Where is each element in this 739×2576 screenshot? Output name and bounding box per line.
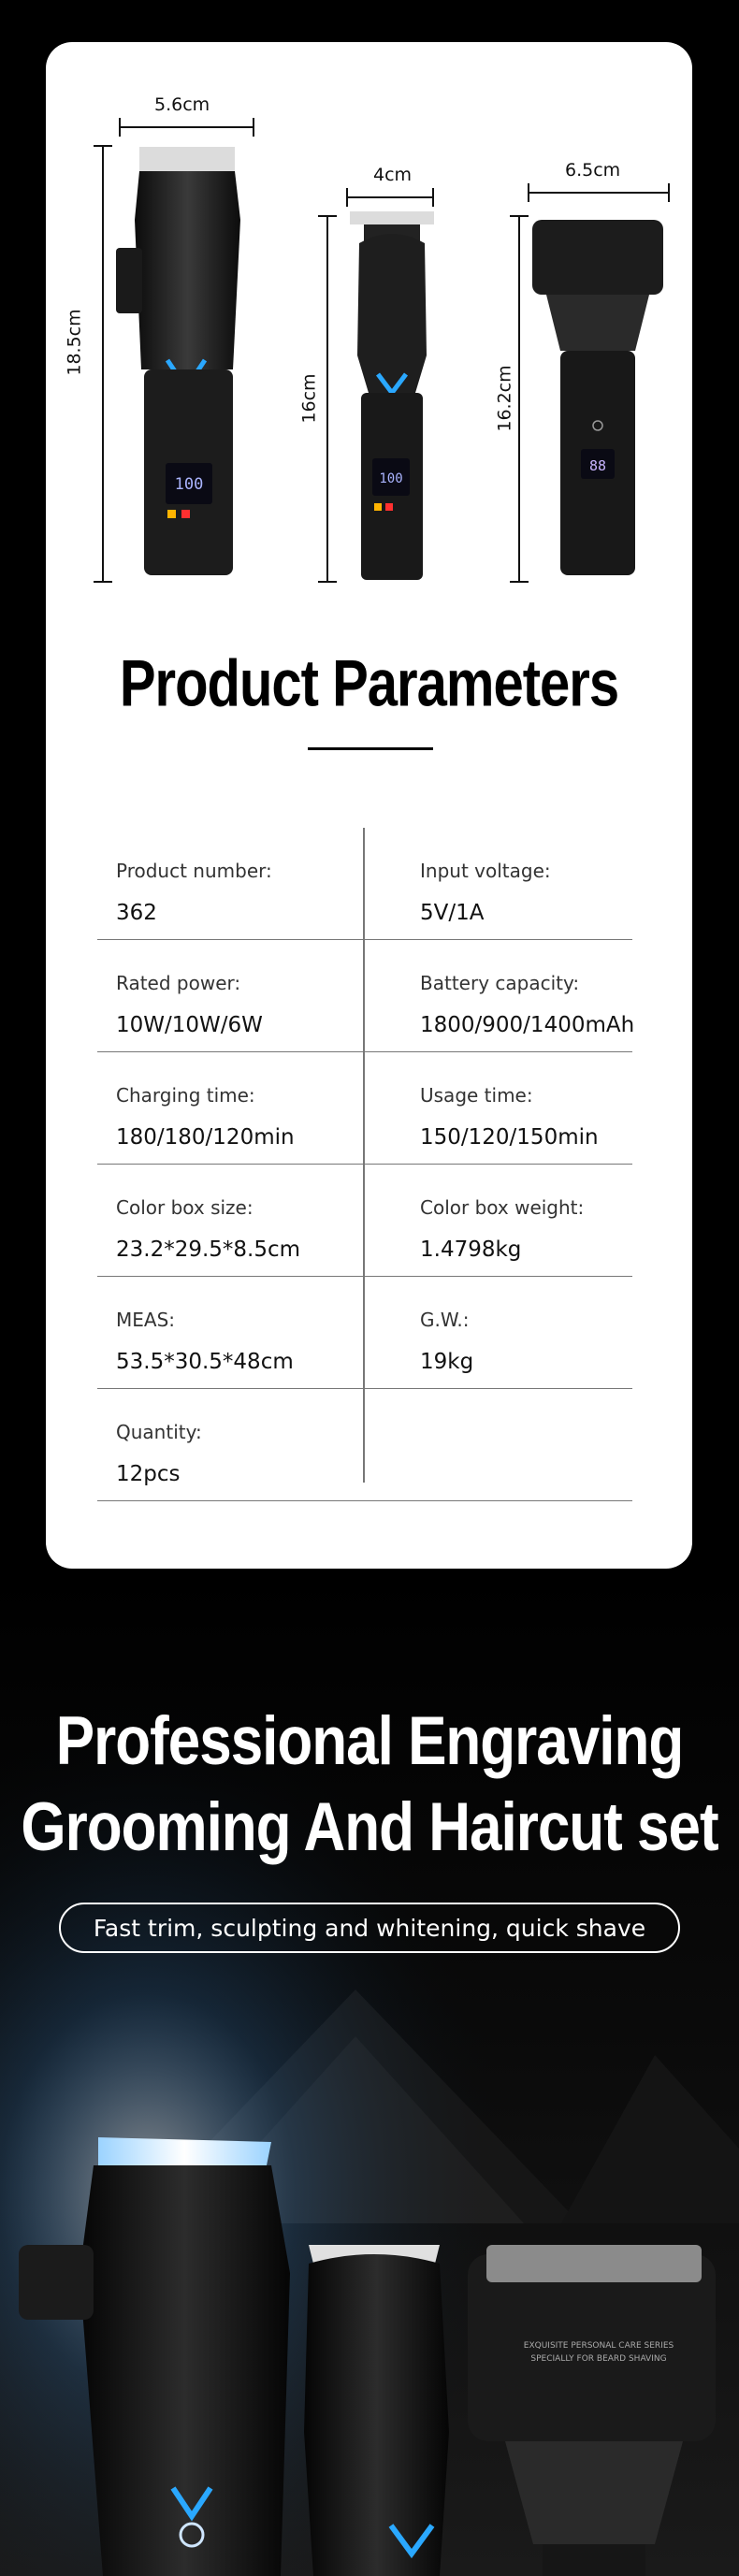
hero-title-line-1: Professional Engraving xyxy=(55,1703,684,1780)
param-label: G.W.: xyxy=(420,1309,470,1331)
params-cell xyxy=(420,1277,682,1374)
param-label: Usage time: xyxy=(420,1084,533,1107)
param-value: 10W/10W/6W xyxy=(116,1013,263,1037)
shaver-width-cap-left xyxy=(528,183,529,202)
trimmer-height-cap-top xyxy=(318,215,337,217)
title-underline xyxy=(308,747,433,750)
param-label: Quantity: xyxy=(116,1421,202,1443)
svg-text:EXQUISITE PERSONAL CARE SERIES: EXQUISITE PERSONAL CARE SERIES xyxy=(523,2341,674,2351)
trimmer-height-label: 16cm xyxy=(298,373,320,424)
clipper-height-cap-top xyxy=(94,145,112,147)
params-row xyxy=(97,1165,632,1277)
params-cell xyxy=(116,1277,378,1374)
param-label: Rated power: xyxy=(116,972,241,994)
param-label: Color box weight: xyxy=(420,1196,585,1219)
trimmer-width-cap-left xyxy=(346,188,348,207)
params-cell xyxy=(420,828,682,925)
param-value: 19kg xyxy=(420,1350,474,1374)
trimmer-width-cap-right xyxy=(432,188,434,207)
hair-clipper-icon xyxy=(111,136,261,594)
params-row xyxy=(97,1389,632,1501)
clipper-width-label: 5.6cm xyxy=(154,94,210,115)
shaver-width-cap-right xyxy=(668,183,670,202)
params-cell xyxy=(116,1389,378,1486)
param-value: 1.4798kg xyxy=(420,1237,522,1262)
params-table xyxy=(97,828,635,1501)
param-label: Product number: xyxy=(116,860,272,882)
param-label: Charging time: xyxy=(116,1084,255,1107)
trimmer-width-label: 4cm xyxy=(373,165,413,185)
clipper-height-cap-bottom xyxy=(94,581,112,583)
param-value: 53.5*30.5*48cm xyxy=(116,1350,294,1374)
params-cell xyxy=(116,1165,378,1262)
svg-text:100: 100 xyxy=(174,475,204,494)
trimmer-height-cap-bottom xyxy=(318,581,337,583)
specs-card xyxy=(46,42,692,1569)
svg-text:100: 100 xyxy=(379,471,403,486)
param-value: 5V/1A xyxy=(420,901,485,925)
clipper-height-label: 18.5cm xyxy=(64,309,85,376)
params-row xyxy=(97,828,632,940)
product-set-image xyxy=(0,1964,739,2576)
clipper-width-cap-right xyxy=(253,118,254,137)
param-label: Color box size: xyxy=(116,1196,254,1219)
clipper-width-line xyxy=(119,126,254,128)
param-value: 12pcs xyxy=(116,1462,181,1486)
trimmer-height-line xyxy=(326,215,328,583)
trimmer-width-line xyxy=(346,196,434,198)
param-label: Input voltage: xyxy=(420,860,551,882)
shaver-height-label: 16.2cm xyxy=(494,365,515,432)
tagline-pill: Fast trim, sculpting and whitening, quick shave xyxy=(59,1903,680,1953)
params-row xyxy=(97,1052,632,1165)
clipper-width-cap-left xyxy=(119,118,121,137)
page-title: Product Parameters xyxy=(119,646,619,721)
clipper-height-line xyxy=(102,145,104,583)
params-cell xyxy=(116,1052,378,1150)
params-row xyxy=(97,1277,632,1389)
shaver-width-label: 6.5cm xyxy=(565,160,621,181)
params-cell xyxy=(420,940,682,1037)
params-cell xyxy=(420,1389,682,1421)
param-label: MEAS: xyxy=(116,1309,176,1331)
params-cell xyxy=(116,940,378,1037)
shaver-width-line xyxy=(528,192,670,194)
param-value: 150/120/150min xyxy=(420,1125,599,1150)
param-value: 1800/900/1400mAh xyxy=(420,1013,635,1037)
hero-title-line-2: Grooming And Haircut set xyxy=(21,1789,718,1866)
t-blade-trimmer-icon xyxy=(341,206,443,589)
param-value: 362 xyxy=(116,901,157,925)
params-cell xyxy=(116,828,378,925)
foil-shaver-icon xyxy=(523,210,673,585)
params-row xyxy=(97,940,635,1052)
shaver-height-line xyxy=(518,215,520,583)
svg-text:88: 88 xyxy=(588,457,607,474)
param-value: 23.2*29.5*8.5cm xyxy=(116,1237,301,1262)
params-cell xyxy=(420,1052,682,1150)
param-value: 180/180/120min xyxy=(116,1125,295,1150)
param-label: Battery capacity: xyxy=(420,972,580,994)
params-cell xyxy=(420,1165,682,1262)
svg-text:SPECIALLY FOR BEARD SHAVING: SPECIALLY FOR BEARD SHAVING xyxy=(530,2354,667,2364)
